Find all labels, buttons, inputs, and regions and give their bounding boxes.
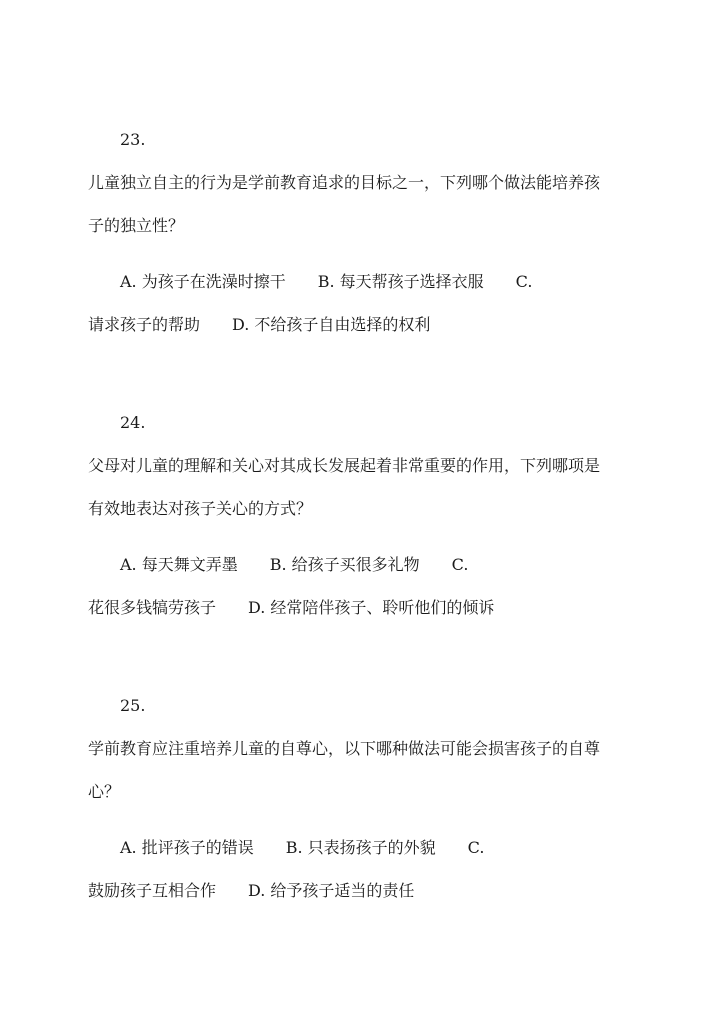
question-options-line: 鼓励孩子互相合作 D. 给予孩子适当的责任 <box>88 881 415 900</box>
question-number: 24. <box>120 413 146 432</box>
question-stem-line: 儿童独立自主的行为是学前教育追求的目标之一，下列哪个做法能培养孩 <box>88 173 601 192</box>
question-stem-line: 父母对儿童的理解和关心对其成长发展起着非常重要的作用，下列哪项是 <box>88 456 601 475</box>
question-stem-line: 心？ <box>88 782 121 801</box>
question-stem-line: 学前教育应注重培养儿童的自尊心，以下哪种做法可能会损害孩子的自尊 <box>88 739 601 758</box>
question-stem-line: 有效地表达对孩子关心的方式？ <box>88 499 313 518</box>
question-number: 23. <box>120 130 146 149</box>
question-options-line: 花很多钱犒劳孩子 D. 经常陪伴孩子、聆听他们的倾诉 <box>88 598 495 617</box>
question-options-line: A. 为孩子在洗澡时擦干 B. 每天帮孩子选择衣服 C. <box>120 272 533 291</box>
question-options-line: A. 批评孩子的错误 B. 只表扬孩子的外貌 C. <box>120 838 485 857</box>
question-options-line: 请求孩子的帮助 D. 不给孩子自由选择的权利 <box>88 315 431 334</box>
question-options-line: A. 每天舞文弄墨 B. 给孩子买很多礼物 C. <box>120 555 469 574</box>
question-number: 25. <box>120 696 146 715</box>
question-stem-line: 子的独立性？ <box>88 216 185 235</box>
